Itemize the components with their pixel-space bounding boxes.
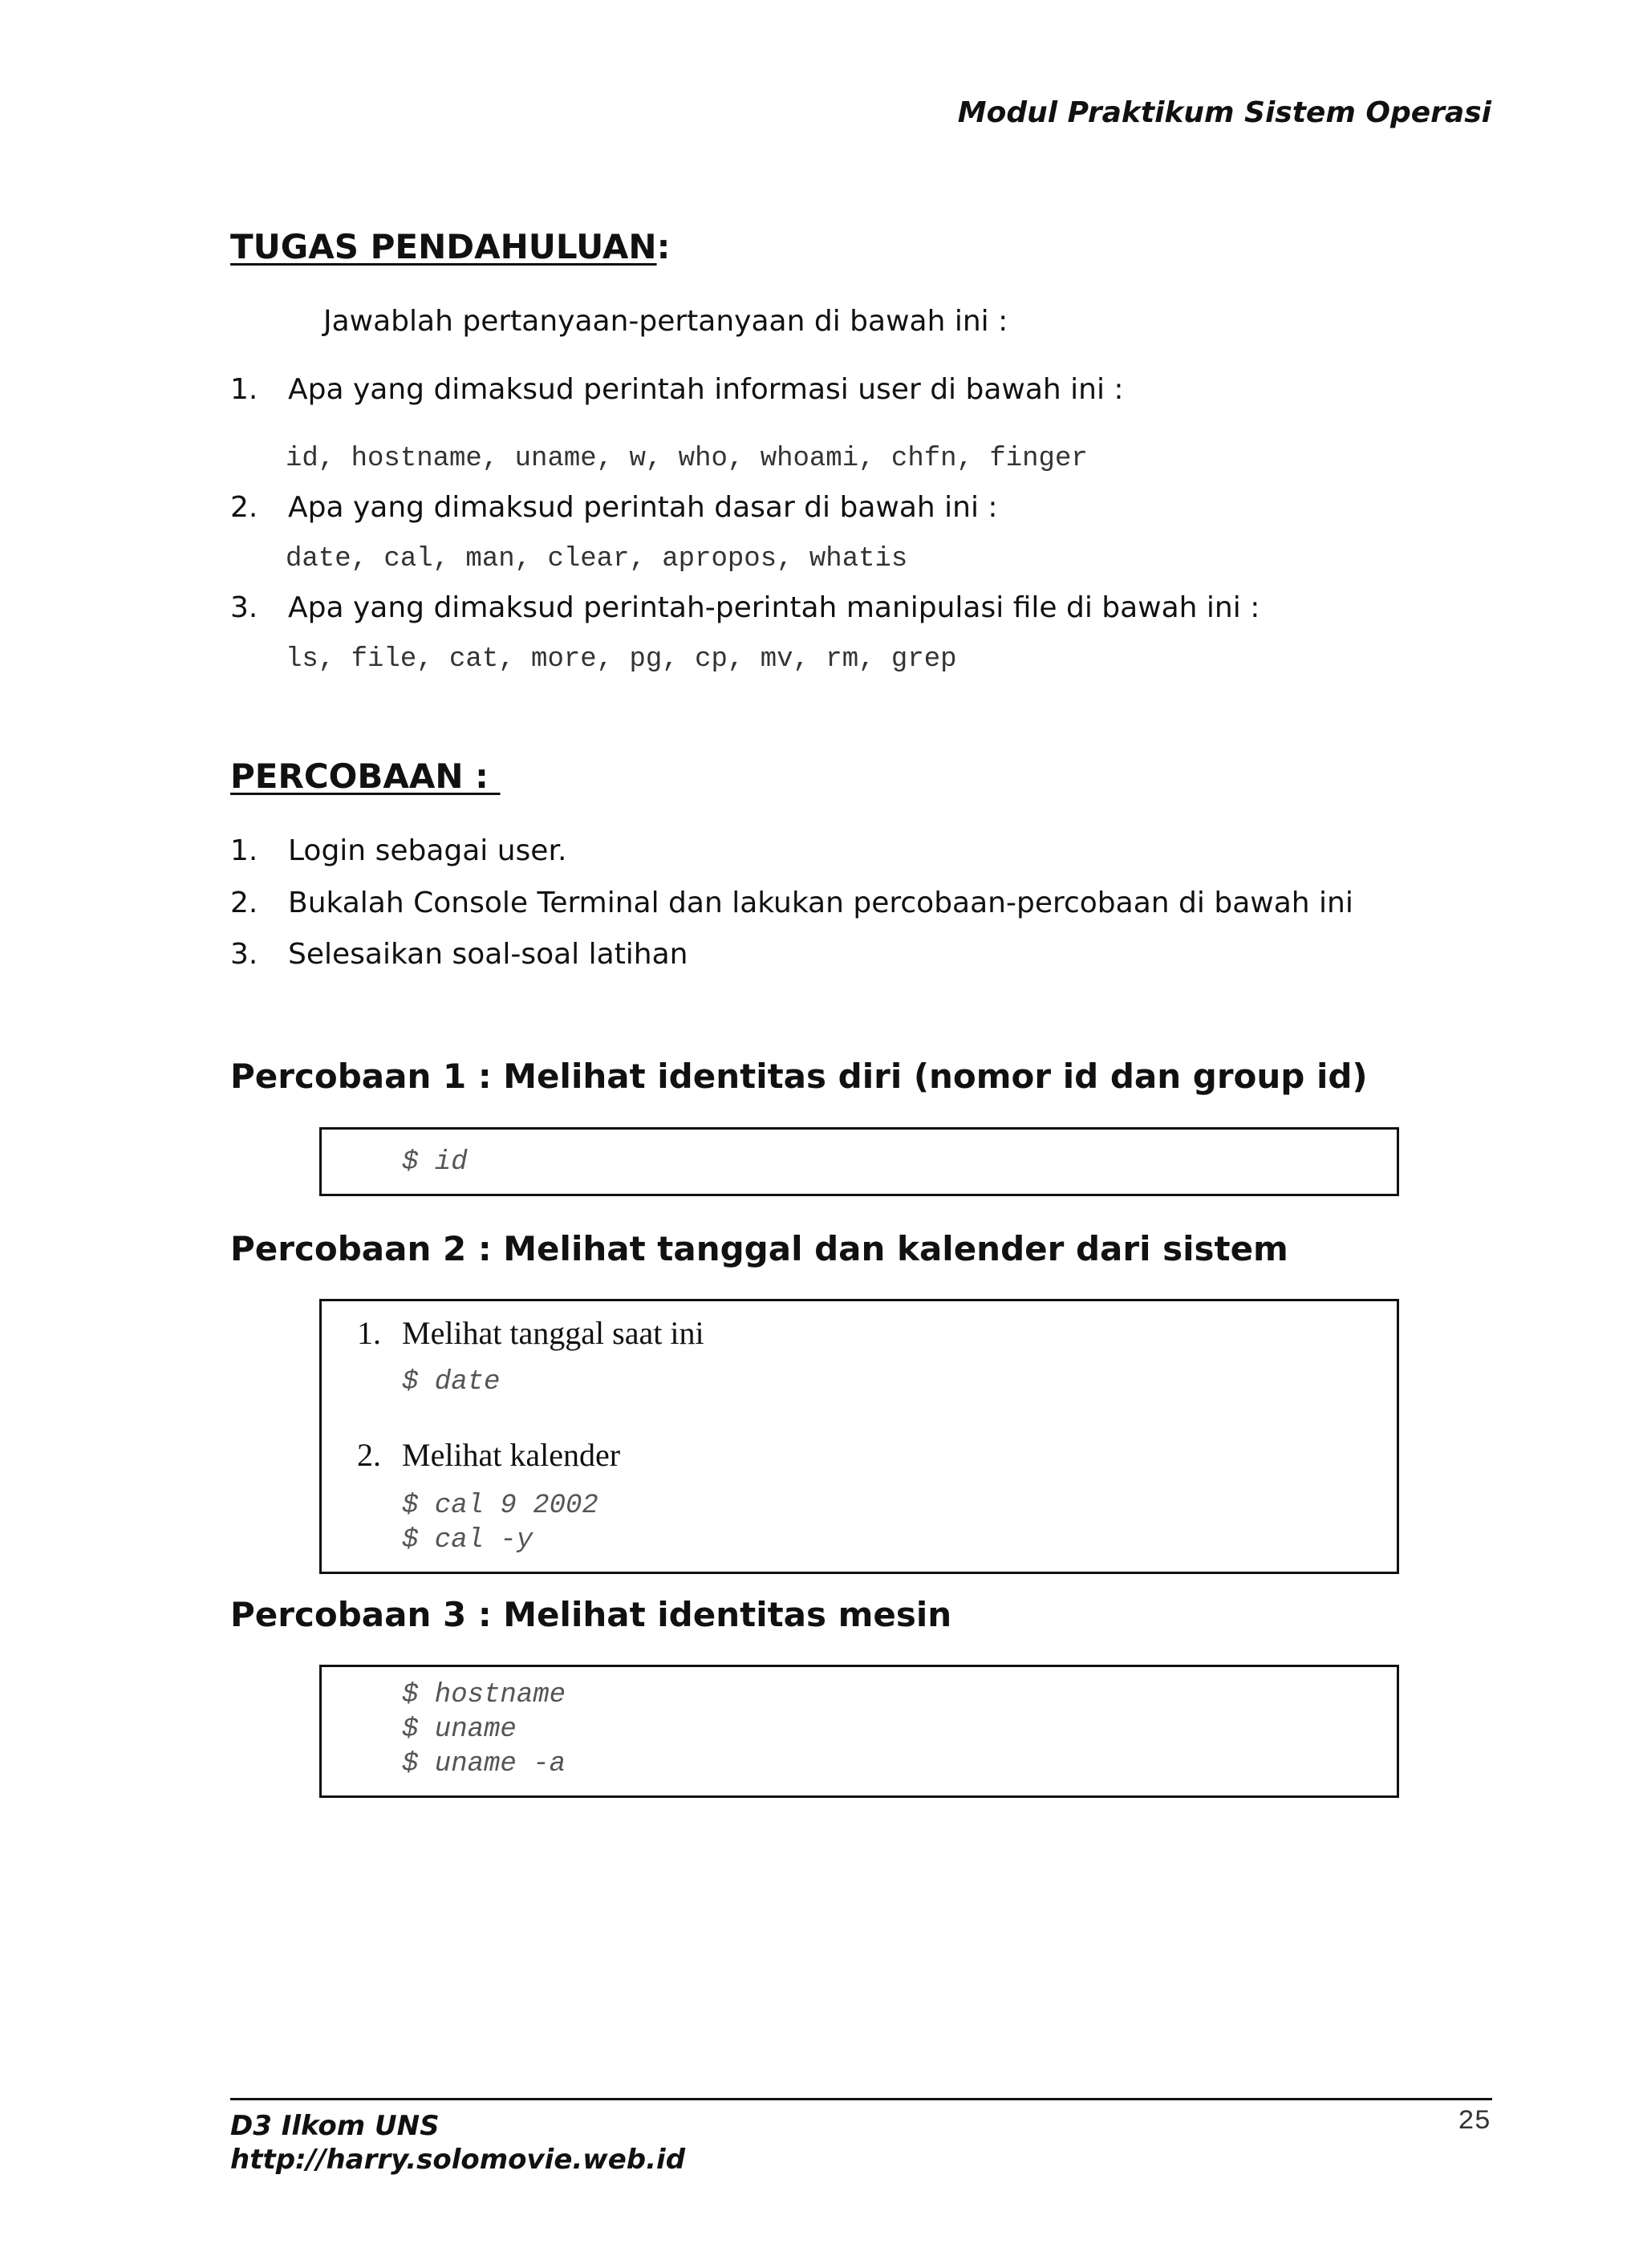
section-title-tugas — [230, 227, 670, 266]
tugas-item-1 — [230, 373, 1124, 406]
experiment-2-step-2 — [357, 1436, 620, 1474]
running-header: Modul Praktikum Sistem Operasi — [957, 96, 1491, 129]
experiment-3-title: Percobaan 3 : Melihat identitas mesin — [230, 1595, 952, 1634]
tugas-item-1-text: Apa yang dimaksud perintah informasi user di bawah ini : — [288, 373, 1124, 406]
experiment-2-step-2-command-2: $ cal -y — [402, 1525, 533, 1556]
percobaan-item-2 — [230, 887, 1353, 919]
section-title-percobaan — [230, 757, 501, 796]
experiment-1-title: Percobaan 1 : Melihat identitas diri (nomor id dan group id) — [230, 1057, 1368, 1096]
tugas-item-2-commands: date, cal, man, clear, apropos, whatis — [286, 544, 908, 574]
experiment-2-box — [319, 1299, 1399, 1574]
percobaan-item-3 — [230, 938, 688, 971]
footer-rule — [230, 2098, 1492, 2100]
footer-url: http://harry.solomovie.web.id — [230, 2144, 686, 2176]
tugas-item-1-num: 1. — [230, 373, 258, 406]
experiment-3-command-2: $ uname — [402, 1714, 517, 1745]
footer-institution: D3 Ilkom UNS — [230, 2110, 440, 2142]
tugas-item-2 — [230, 491, 998, 524]
section-title-tugas-colon: : — [656, 227, 671, 266]
experiment-2-step-2-command-1: $ cal 9 2002 — [402, 1491, 598, 1521]
percobaan-item-1-text: Login sebagai user. — [288, 834, 567, 867]
tugas-item-2-text: Apa yang dimaksud perintah dasar di bawah ini : — [288, 491, 998, 524]
tugas-item-3-text: Apa yang dimaksud perintah-perintah manipulasi file di bawah ini : — [288, 591, 1260, 624]
tugas-intro: Jawablah pertanyaan-pertanyaan di bawah ini : — [323, 305, 1008, 338]
experiment-2-step-2-label: Melihat kalender — [402, 1437, 621, 1473]
page-number: 25 — [1458, 2107, 1491, 2137]
experiment-2-step-2-num: 2. — [357, 1437, 381, 1473]
experiment-1-command: $ id — [402, 1147, 468, 1178]
experiment-3-command-1: $ hostname — [402, 1680, 566, 1710]
tugas-item-3-commands: ls, file, cat, more, pg, cp, mv, rm, grep — [286, 644, 957, 675]
percobaan-item-3-num: 3. — [230, 938, 258, 971]
tugas-item-1-commands: id, hostname, uname, w, who, whoami, chfn, finger — [286, 444, 1088, 474]
experiment-2-title: Percobaan 2 : Melihat tanggal dan kalender dari sistem — [230, 1229, 1288, 1268]
experiment-3-command-3: $ uname -a — [402, 1749, 566, 1779]
tugas-item-3 — [230, 591, 1260, 624]
tugas-item-3-num: 3. — [230, 591, 258, 624]
experiment-2-step-1 — [357, 1314, 704, 1352]
tugas-item-2-num: 2. — [230, 491, 258, 524]
experiment-2-step-1-command: $ date — [402, 1367, 501, 1398]
section-title-percobaan-text: PERCOBAAN : — [230, 757, 501, 796]
percobaan-item-2-num: 2. — [230, 887, 258, 919]
experiment-2-step-1-label: Melihat tanggal saat ini — [402, 1315, 704, 1351]
percobaan-item-1-num: 1. — [230, 834, 258, 867]
percobaan-item-3-text: Selesaikan soal-soal latihan — [288, 938, 688, 971]
experiment-2-step-1-num: 1. — [357, 1315, 381, 1351]
experiment-3-box — [319, 1665, 1399, 1798]
percobaan-item-2-text: Bukalah Console Terminal dan lakukan percobaan-percobaan di bawah ini — [288, 887, 1353, 919]
experiment-1-box — [319, 1127, 1399, 1196]
section-title-tugas-text: TUGAS PENDAHULUAN — [230, 227, 657, 266]
percobaan-item-1 — [230, 834, 566, 867]
